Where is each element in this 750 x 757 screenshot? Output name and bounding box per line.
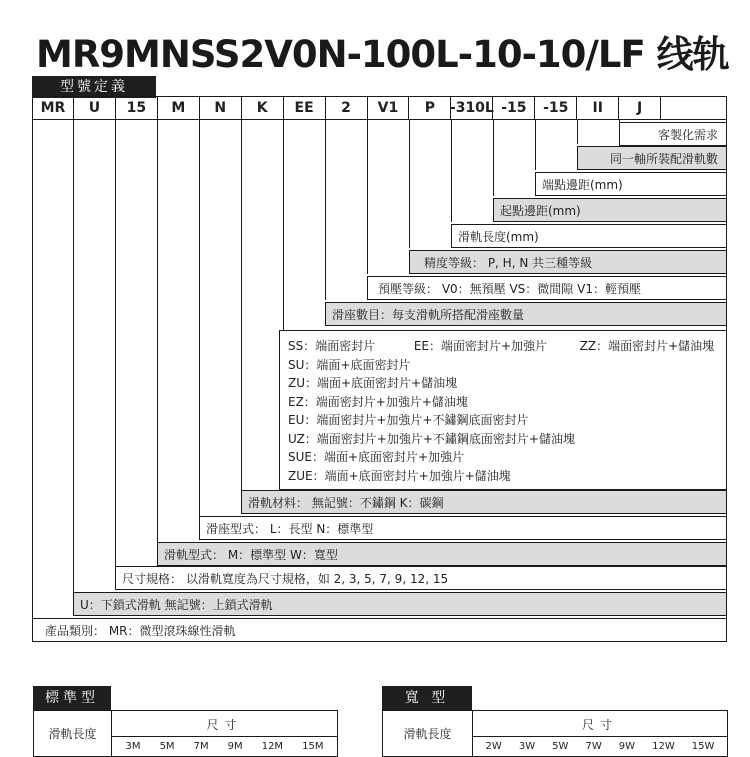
code-cell: 2 [326, 97, 368, 119]
band-same-axis: 同一軸所裝配滑軌數 [577, 146, 727, 170]
seal-options-block [279, 330, 727, 490]
standard-type-table [33, 710, 338, 757]
code-cell: -310L [451, 97, 493, 119]
band-rail-type: 滑軌型式： M：標準型 W：寬型 [157, 542, 727, 566]
code-cell: MR [33, 97, 74, 119]
connector-line [199, 120, 200, 538]
code-cell: II [577, 97, 619, 119]
code-cell: M [158, 97, 200, 119]
connector-line [409, 120, 410, 248]
model-definition-tab: 型號定義 [32, 76, 156, 98]
length-value: 3M [125, 741, 141, 752]
length-value: 9M [227, 741, 243, 752]
band-block-count: 滑座數目：每支滑軌所搭配滑座數量 [325, 302, 727, 326]
seal-option: SS：端面密封片 [288, 339, 376, 353]
connector-line [115, 120, 116, 590]
code-cell: U [74, 97, 116, 119]
row-label: 滑軌長度 [34, 711, 112, 756]
code-cell: K [242, 97, 284, 119]
band-material: 滑軌材料： 無記號：不鏽鋼 K：碳鋼 [241, 490, 727, 514]
seal-option-line: SU：端面+底面密封片 [288, 357, 411, 372]
connector-line [451, 120, 452, 222]
standard-type-title: 標準型 [33, 686, 111, 710]
code-cell: V1 [368, 97, 410, 119]
band-block-type: 滑座型式： L：長型 N：標準型 [199, 516, 727, 540]
seal-option-line [288, 337, 718, 356]
page-title: MR9MNSS2V0N-100L-10-10/LF 线轨 [36, 33, 729, 76]
length-value: 3W [518, 741, 536, 752]
size-header: 尺寸 [581, 717, 618, 732]
seal-option-line: UZ：端面密封片+加強片+不鏽鋼底面密封片+儲油塊 [288, 431, 575, 446]
seal-option-line: SUE：端面+底面密封片+加強片 [288, 450, 465, 464]
code-cell: P [409, 97, 451, 119]
band-custom: 客製化需求 [619, 122, 727, 146]
band-category: 產品類別： MR：微型滾珠線性滑軌 [32, 618, 727, 642]
length-value: 5W [552, 741, 569, 752]
length-value: 12W [652, 741, 675, 752]
length-value: 7W [585, 741, 602, 752]
length-value: 2W [485, 741, 502, 752]
wide-type-title: 寬 型 [382, 686, 472, 710]
connector-line [325, 120, 326, 300]
length-values [112, 737, 337, 756]
connector-line [535, 120, 536, 170]
connector-line [73, 120, 74, 616]
code-cell: EE [284, 97, 326, 119]
band-rail-length: 滑軌長度(mm) [451, 224, 727, 248]
connector-line [32, 120, 33, 642]
row-label: 滑軌長度 [383, 711, 473, 756]
connector-line [577, 120, 578, 144]
seal-option-line: EU：端面密封片+加強片+不鏽鋼底面密封片 [288, 413, 529, 427]
connector-line [493, 120, 494, 196]
connector-line [367, 120, 368, 274]
length-value: 5M [159, 741, 175, 752]
band-end-pitch: 端點邊距(mm) [535, 172, 727, 196]
length-value: 12M [261, 741, 284, 752]
band-accuracy: 精度等級： P, H, N 共三種等級 [409, 250, 727, 274]
connector-line [157, 120, 158, 564]
wide-type-table [382, 710, 728, 757]
code-cell: 15 [116, 97, 158, 119]
size-header: 尺寸 [206, 717, 243, 732]
code-cell: -15 [493, 97, 535, 119]
length-value: 15W [691, 741, 715, 752]
code-cell: N [200, 97, 242, 119]
seal-option-line: ZUE：端面+底面密封片+加強片+儲油塊 [288, 468, 511, 483]
band-start-pitch: 起點邊距(mm) [493, 198, 727, 222]
seal-option-line: EZ：端面密封片+加強片+儲油塊 [288, 394, 468, 409]
band-size: 尺寸規格： 以滑軌寬度為尺寸規格，如 2, 3, 5, 7, 9, 12, 15 [115, 566, 727, 590]
seal-option: EE：端面密封片+加強片 [413, 339, 548, 353]
seal-option-line: ZU：端面+底面密封片+儲油塊 [288, 376, 458, 390]
code-cell [661, 97, 727, 119]
connector-line [283, 120, 284, 330]
length-value: 7M [193, 741, 209, 752]
length-value: 9W [618, 741, 636, 752]
length-values [473, 737, 727, 756]
code-cell: J [619, 97, 661, 119]
band-lock: U：下鎖式滑軌 無記號：上鎖式滑軌 [73, 592, 727, 616]
length-value: 15M [302, 741, 324, 752]
code-row [32, 96, 727, 120]
connector-line [241, 120, 242, 512]
seal-option: ZZ：端面密封片+儲油塊 [579, 339, 715, 353]
band-preload: 預壓等級： V0：無預壓 VS：微間隙 V1：輕預壓 [367, 276, 727, 300]
code-cell: -15 [535, 97, 577, 119]
